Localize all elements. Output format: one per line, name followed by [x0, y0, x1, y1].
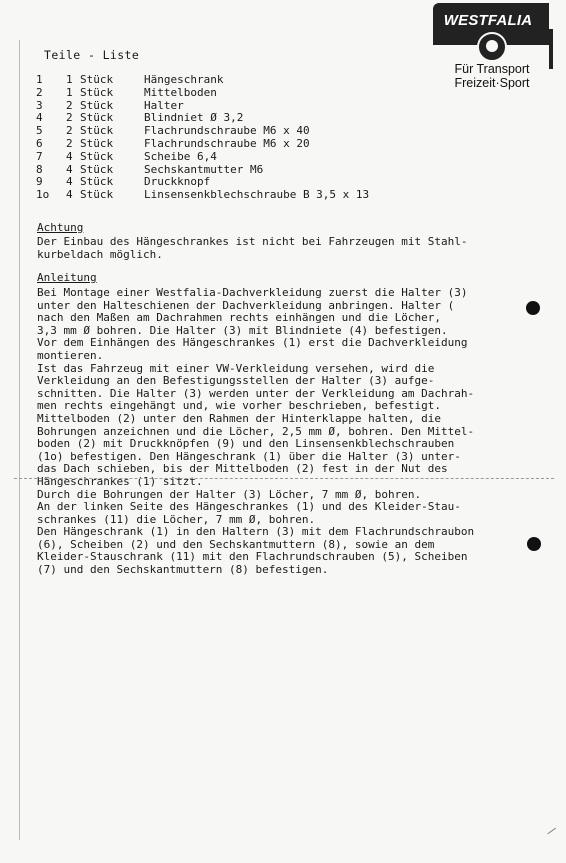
part-name: Halter — [144, 98, 184, 112]
logo-side-bar — [549, 29, 553, 69]
part-name: Linsensenkblechschraube B 3,5 x 13 — [144, 188, 370, 202]
text-line: boden (2) mit Druckknöpfen (9) und den Linsensenkblechschrauben — [37, 437, 455, 451]
part-unit: Stück — [80, 175, 114, 189]
parts-row — [36, 87, 369, 100]
part-quantity: 1 — [66, 85, 73, 99]
part-quantity: 1 — [66, 73, 73, 86]
part-unit: Stück — [80, 188, 114, 202]
text-line: (6), Scheiben (2) und den Sechskantmuttern (8), sowie an dem — [37, 537, 435, 551]
text-line: (7) und den Sechskantmuttern (8) befestigen. — [37, 563, 329, 577]
text-line: men rechts eingehängt und, wie vorher beschrieben, befestigt. — [37, 399, 441, 413]
part-unit: Stück — [80, 162, 114, 176]
text-line: (1o) befestigen. Den Hängeschrank (1) über die Halter (3) unter- — [37, 449, 461, 463]
page-title: Teile - Liste — [44, 48, 140, 62]
part-quantity: 4 — [66, 175, 73, 189]
logo-tagline-2: Freizeit·Sport — [454, 76, 530, 90]
part-number: 9 — [36, 175, 43, 189]
anleitung-heading: Anleitung — [37, 271, 97, 284]
part-number: 1 — [36, 73, 43, 86]
logo-brand-text: WESTFALIA — [443, 12, 533, 29]
westfalia-logo — [433, 3, 553, 103]
part-unit: Stück — [80, 124, 114, 138]
part-number: 1o — [36, 188, 50, 202]
text-line: Hängeschrankes (1) sitzt. — [37, 474, 203, 488]
part-number: 6 — [36, 136, 43, 150]
text-line: Kleider-Stauschrank (11) mit den Flachrundschrauben (5), Scheiben — [37, 550, 468, 564]
scan-artifact-line — [14, 478, 554, 479]
part-unit: Stück — [80, 111, 114, 125]
part-name: Blindniet Ø 3,2 — [144, 111, 244, 125]
text-line: 3,3 mm Ø bohren. Die Halter (3) mit Blindniete (4) befestigen. — [37, 323, 448, 337]
text-line: montieren. — [37, 348, 104, 362]
text-line: Mittelboden (2) unter den Rahmen der Hinterklappe halten, die — [37, 411, 441, 425]
part-name: Hängeschrank — [144, 73, 224, 86]
text-line: nach den Maßen am Dachrahmen rechts einhängen und die Löcher, — [37, 311, 441, 325]
anleitung-text — [37, 287, 537, 577]
parts-row — [36, 74, 369, 87]
part-number: 8 — [36, 162, 43, 176]
text-line: Verkleidung an den Befestigungsstellen der Halter (3) aufge- — [37, 374, 435, 388]
part-number: 2 — [36, 85, 43, 99]
part-name: Sechskantmutter M6 — [144, 162, 264, 176]
part-quantity: 4 — [66, 149, 73, 163]
parts-list — [36, 74, 369, 202]
part-name: Flachrundschraube M6 x 40 — [144, 124, 310, 138]
part-unit: Stück — [80, 85, 114, 99]
punch-hole-1 — [526, 301, 540, 315]
part-name: Scheibe 6,4 — [144, 149, 217, 163]
text-line: An der linken Seite des Hängeschrankes (1) und des Kleider-Stau- — [37, 500, 461, 514]
part-name: Mittelboden — [144, 85, 217, 99]
text-line: Bei Montage einer Westfalia-Dachverkleidung zuerst die Halter (3) — [37, 286, 468, 299]
page-corner-mark — [544, 823, 556, 834]
text-line: unter den Halteschienen der Dachverkleidung anbringen. Halter ( — [37, 298, 455, 312]
text-line: kurbeldach möglich. — [37, 247, 163, 261]
text-line: Der Einbau des Hängeschrankes ist nicht bei Fahrzeugen mit Stahl- — [37, 235, 468, 248]
parts-row — [36, 151, 369, 164]
part-number: 5 — [36, 124, 43, 138]
text-line: Bohrungen anzeichnen und die Löcher, 2,5 mm Ø, bohren. Den Mittel- — [37, 424, 475, 438]
part-quantity: 2 — [66, 111, 73, 125]
part-number: 3 — [36, 98, 43, 112]
part-number: 4 — [36, 111, 43, 125]
text-line: Den Hängeschrank (1) in den Haltern (3) mit dem Flachrundschraubon — [37, 525, 475, 539]
part-unit: Stück — [80, 98, 114, 112]
text-line: Vor dem Einhängen des Hängeschrankes (1) erst die Dachverkleidung — [37, 336, 468, 350]
part-unit: Stück — [80, 149, 114, 163]
part-quantity: 4 — [66, 188, 73, 202]
text-line: das Dach schieben, bis der Mittelboden (2) fest in der Nut des — [37, 462, 448, 476]
achtung-heading: Achtung — [37, 221, 84, 234]
part-quantity: 4 — [66, 162, 73, 176]
horse-emblem-icon — [477, 32, 507, 62]
part-name: Flachrundschraube M6 x 20 — [144, 136, 310, 150]
part-number: 7 — [36, 149, 43, 163]
parts-row — [36, 189, 369, 202]
part-quantity: 2 — [66, 124, 73, 138]
scan-edge-line — [19, 40, 20, 840]
part-quantity: 2 — [66, 136, 73, 150]
punch-hole-2 — [527, 537, 541, 551]
part-quantity: 2 — [66, 98, 73, 112]
text-line: schrankes (11) die Löcher, 7 mm Ø, bohren. — [37, 512, 316, 526]
text-line: Ist das Fahrzeug mit einer VW-Verkleidung versehen, wird die — [37, 361, 435, 375]
part-unit: Stück — [80, 73, 114, 86]
achtung-text — [37, 236, 537, 261]
text-line: schnitten. Die Halter (3) werden unter der Verkleidung am Dachrah- — [37, 386, 475, 400]
text-line: Durch die Bohrungen der Halter (3) Löcher, 7 mm Ø, bohren. — [37, 487, 422, 501]
part-unit: Stück — [80, 136, 114, 150]
parts-row — [36, 138, 369, 151]
part-name: Druckknopf — [144, 175, 211, 189]
logo-tagline-1: Für Transport — [454, 62, 530, 76]
